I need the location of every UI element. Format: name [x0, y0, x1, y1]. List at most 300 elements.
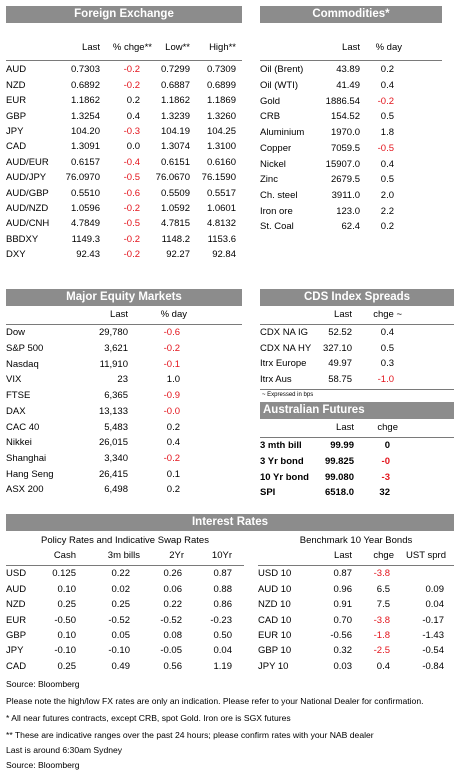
policy-3m-bills: 0.49 — [111, 660, 130, 672]
commodities-separator — [260, 60, 442, 61]
bench-bond: NZD 10 — [258, 599, 291, 611]
fx-high: 1.0601 — [206, 202, 236, 214]
commodity-row — [260, 62, 442, 78]
bench-ust-spread: -0.17 — [422, 614, 444, 626]
futures-row — [260, 485, 454, 501]
equity-index: Dow — [6, 327, 26, 339]
bench-bond: CAD 10 — [258, 614, 292, 626]
futures-col-chg: chge — [377, 422, 398, 433]
rates-panel — [6, 514, 454, 531]
futures-panel — [260, 402, 454, 501]
bench-last: 0.87 — [333, 568, 352, 580]
fx-separator — [6, 60, 242, 61]
fx-currency: AUD — [6, 64, 27, 76]
fx-row — [6, 139, 242, 154]
fx-low: 1.3074 — [160, 141, 190, 153]
policy-3m-bills: -0.10 — [108, 645, 130, 657]
futures-last: 99.99 — [330, 440, 354, 452]
commodity-name: Aluminium — [260, 127, 305, 139]
fx-col-high: High** — [209, 42, 236, 53]
equity-change: -0.2 — [163, 343, 180, 355]
commodities-col-chg: % day — [375, 42, 402, 53]
fx-col-low: Low** — [165, 42, 190, 53]
fx-row — [6, 93, 242, 108]
policy-3m-bills: 0.05 — [111, 629, 130, 641]
policy-currency: GBP — [6, 629, 27, 641]
fx-change: -0.6 — [123, 187, 140, 199]
bench-last: 0.03 — [333, 660, 352, 672]
footer-source: Source: Bloomberg — [6, 760, 80, 770]
policy-2yr: 0.08 — [163, 629, 182, 641]
equity-row — [6, 435, 242, 451]
bench-col-sprd: UST sprd — [406, 550, 446, 561]
equity-table — [6, 325, 242, 498]
policy-row — [6, 613, 244, 628]
equity-change: 0.2 — [166, 484, 180, 496]
fx-low: 0.6887 — [160, 79, 190, 91]
commodity-row — [260, 219, 442, 235]
equity-change: 0.4 — [166, 437, 180, 449]
equity-col-last: Last — [110, 309, 128, 320]
commodities-col-last: Last — [342, 42, 360, 53]
fx-currency: AUD/NZD — [6, 202, 49, 214]
bench-bond: JPY 10 — [258, 660, 289, 672]
commodity-change: 2.2 — [380, 205, 394, 217]
fx-low: 4.7815 — [160, 218, 190, 230]
policy-col-2yr: 2Yr — [169, 550, 184, 561]
fx-row — [6, 170, 242, 185]
commodity-last: 123.0 — [336, 205, 360, 217]
commodities-panel — [260, 6, 442, 235]
policy-2yr: 0.26 — [163, 568, 182, 580]
policy-header-row — [6, 548, 244, 563]
bench-change: 6.5 — [376, 583, 390, 595]
policy-3m-bills: -0.52 — [108, 614, 130, 626]
fx-title: Foreign Exchange — [6, 6, 242, 23]
commodity-change: 0.4 — [380, 158, 394, 170]
cds-bottom-separator — [260, 389, 454, 390]
fx-last: 76.0970 — [65, 172, 100, 184]
fx-change: 0.4 — [126, 110, 140, 122]
fx-high: 76.1590 — [201, 172, 236, 184]
fx-low: 1.0592 — [160, 202, 190, 214]
equity-change: -0.9 — [163, 390, 180, 402]
equity-last: 6,498 — [104, 484, 128, 496]
commodity-row — [260, 94, 442, 110]
policy-rates-panel — [6, 534, 244, 674]
policy-10yr: 0.04 — [213, 645, 232, 657]
policy-2yr: 0.56 — [163, 660, 182, 672]
policy-currency: JPY — [6, 645, 24, 657]
commodities-table — [260, 62, 442, 235]
commodity-name: St. Coal — [260, 221, 294, 233]
fx-change: -0.3 — [123, 125, 140, 137]
fx-change: -0.5 — [123, 172, 140, 184]
commodity-change: 2.0 — [380, 189, 394, 201]
commodity-last: 2679.5 — [330, 174, 360, 186]
policy-cash: 0.10 — [57, 629, 76, 641]
fx-currency: GBP — [6, 110, 27, 122]
bench-row — [258, 628, 454, 643]
fx-change: 0.2 — [126, 95, 140, 107]
commodities-title: Commodities* — [260, 6, 442, 23]
equity-row — [6, 325, 242, 341]
fx-low: 1.3239 — [160, 110, 190, 122]
fx-last: 92.43 — [76, 249, 100, 261]
equity-title: Major Equity Markets — [6, 289, 242, 306]
fx-change: -0.2 — [123, 233, 140, 245]
equity-index: VIX — [6, 374, 22, 386]
equity-change: -0.1 — [163, 358, 180, 370]
bench-ust-spread: 0.04 — [425, 599, 444, 611]
cds-last: 49.97 — [328, 358, 352, 370]
fx-low: 0.5509 — [160, 187, 190, 199]
equity-change: -0.0 — [163, 405, 180, 417]
policy-row — [6, 659, 244, 674]
equity-last: 13,133 — [98, 405, 128, 417]
futures-title: Australian Futures — [260, 402, 454, 419]
policy-row — [6, 628, 244, 643]
fx-table — [6, 62, 242, 262]
equity-last: 3,621 — [104, 343, 128, 355]
commodity-last: 1970.0 — [330, 127, 360, 139]
commodity-row — [260, 125, 442, 141]
bench-bond: AUD 10 — [258, 583, 292, 595]
equity-row — [6, 388, 242, 404]
cds-index: Itrx Europe — [260, 358, 307, 370]
policy-currency: CAD — [6, 660, 27, 672]
cds-index: CDX NA HY — [260, 342, 312, 354]
fx-last: 1.0596 — [70, 202, 100, 214]
futures-contract: SPI — [260, 487, 276, 499]
bench-row — [258, 643, 454, 658]
cds-last: 327.10 — [322, 342, 352, 354]
futures-change: 0 — [384, 440, 390, 452]
fx-low: 0.7299 — [160, 64, 190, 76]
policy-cash: 0.125 — [52, 568, 76, 580]
equity-panel — [6, 289, 242, 498]
cds-row — [260, 341, 454, 356]
cds-col-chg: chge ~ — [373, 309, 402, 320]
equity-change: 1.0 — [166, 374, 180, 386]
bench-last: 0.32 — [333, 645, 352, 657]
fx-col-last: Last — [82, 42, 100, 53]
cds-change: 0.3 — [380, 358, 394, 370]
equity-change: 0.2 — [166, 421, 180, 433]
fx-last: 1.3254 — [70, 110, 100, 122]
fx-currency: EUR — [6, 95, 27, 107]
bench-change: -3.8 — [373, 568, 390, 580]
bench-ust-spread: -0.84 — [422, 660, 444, 672]
fx-last: 104.20 — [70, 125, 100, 137]
equity-index: Shanghai — [6, 452, 47, 464]
bench-last: 0.70 — [333, 614, 352, 626]
cds-title: CDS Index Spreads — [260, 289, 454, 306]
bench-row — [258, 613, 454, 628]
equity-last: 5,483 — [104, 421, 128, 433]
futures-last: 99.825 — [324, 455, 354, 467]
equity-change: -0.6 — [163, 327, 180, 339]
commodity-last: 41.49 — [336, 80, 360, 92]
bench-last: 0.96 — [333, 583, 352, 595]
fx-currency: DXY — [6, 249, 26, 261]
fx-row — [6, 78, 242, 93]
commodity-change: 0.2 — [380, 221, 394, 233]
commodity-name: Oil (WTI) — [260, 80, 298, 92]
policy-table — [6, 566, 244, 674]
rates-title: Interest Rates — [6, 514, 454, 531]
futures-header-row — [260, 420, 454, 435]
equity-last: 3,340 — [104, 452, 128, 464]
equity-last: 26,015 — [98, 437, 128, 449]
cds-index: CDX NA IG — [260, 327, 309, 339]
cds-last: 58.75 — [328, 373, 352, 385]
commodity-last: 43.89 — [336, 64, 360, 76]
equity-index: Hang Seng — [6, 468, 54, 480]
fx-low: 76.0670 — [155, 172, 190, 184]
indicative-ranges-note: ** These are indicative ranges over the past 24 hours; please confirm rates with your NAB dealer — [6, 730, 374, 740]
commodity-row — [260, 78, 442, 94]
policy-cash: -0.50 — [54, 614, 76, 626]
fx-last: 4.7849 — [70, 218, 100, 230]
commodity-name: Ch. steel — [260, 189, 298, 201]
equity-index: CAC 40 — [6, 421, 40, 433]
fx-last: 1.3091 — [70, 141, 100, 153]
equity-index: DAX — [6, 405, 26, 417]
bench-last: 0.91 — [333, 599, 352, 611]
fx-currency: JPY — [6, 125, 24, 137]
bench-bond: GBP 10 — [258, 645, 292, 657]
fx-low: 1.1862 — [160, 95, 190, 107]
fx-row — [6, 109, 242, 124]
futures-note: * All near futures contracts, except CRB, spot Gold. Iron ore is SGX futures — [6, 713, 291, 723]
policy-col-10yr: 10Yr — [211, 550, 232, 561]
fx-last: 1149.3 — [71, 233, 100, 245]
bench-bond: USD 10 — [258, 568, 292, 580]
equity-index: Nasdaq — [6, 358, 39, 370]
fx-change: -0.5 — [123, 218, 140, 230]
fx-header-row — [6, 40, 242, 55]
policy-2yr: -0.05 — [160, 645, 182, 657]
fx-panel — [6, 6, 242, 262]
fx-row — [6, 124, 242, 139]
equity-row — [6, 482, 242, 498]
fx-currency: BBDXY — [6, 233, 39, 245]
futures-change: 32 — [379, 487, 390, 499]
policy-col-cash: Cash — [53, 550, 76, 561]
fx-high: 0.5517 — [206, 187, 236, 199]
fx-high: 92.84 — [212, 249, 236, 261]
policy-currency: USD — [6, 568, 27, 580]
policy-10yr: 0.88 — [213, 583, 232, 595]
equity-change: 0.1 — [166, 468, 180, 480]
commodity-row — [260, 109, 442, 125]
policy-currency: EUR — [6, 614, 27, 626]
commodity-name: Copper — [260, 142, 292, 154]
commodity-name: CRB — [260, 111, 281, 123]
policy-10yr: 1.19 — [213, 660, 232, 672]
equity-row — [6, 372, 242, 388]
futures-change: -0 — [381, 455, 390, 467]
bench-title: Benchmark 10 Year Bonds — [299, 535, 413, 546]
commodity-last: 62.4 — [341, 221, 360, 233]
commodity-row — [260, 157, 442, 173]
fx-last: 0.5510 — [70, 187, 100, 199]
bench-change: 0.4 — [376, 660, 390, 672]
policy-10yr: 0.50 — [213, 629, 232, 641]
policy-10yr: 0.86 — [213, 599, 232, 611]
equity-change: -0.2 — [163, 452, 180, 464]
fx-currency: AUD/CNH — [6, 218, 50, 230]
bench-change: 7.5 — [376, 599, 390, 611]
equity-last: 11,910 — [99, 358, 128, 370]
fx-currency: AUD/GBP — [6, 187, 49, 199]
futures-col-last: Last — [336, 422, 354, 433]
cds-last: 52.52 — [328, 327, 352, 339]
fx-row — [6, 155, 242, 170]
policy-cash: 0.10 — [57, 583, 76, 595]
policy-10yr: 0.87 — [213, 568, 232, 580]
commodity-last: 7059.5 — [330, 142, 360, 154]
commodity-change: 0.4 — [380, 80, 394, 92]
commodity-change: 0.2 — [380, 64, 394, 76]
equity-index: ASX 200 — [6, 484, 44, 496]
policy-2yr: -0.52 — [160, 614, 182, 626]
policy-row — [6, 566, 244, 581]
bench-row — [258, 597, 454, 612]
fx-high: 0.7309 — [206, 64, 236, 76]
commodity-name: Gold — [260, 95, 281, 107]
futures-last: 99.080 — [324, 471, 354, 483]
commodity-name: Nickel — [260, 158, 286, 170]
fx-last: 0.6892 — [70, 79, 100, 91]
fx-change: 0.0 — [126, 141, 140, 153]
bench-ust-spread: -1.43 — [422, 629, 444, 641]
equity-row — [6, 467, 242, 483]
fx-change: -0.2 — [123, 79, 140, 91]
futures-change: -3 — [381, 471, 390, 483]
equity-last: 23 — [117, 374, 128, 386]
cds-col-last: Last — [334, 309, 352, 320]
policy-3m-bills: 0.22 — [111, 568, 130, 580]
futures-contract: 3 Yr bond — [260, 455, 304, 467]
policy-cash: -0.10 — [54, 645, 76, 657]
commodity-change: 1.8 — [380, 127, 394, 139]
equity-col-chg: % day — [160, 309, 187, 320]
bench-ust-spread: -0.54 — [422, 645, 444, 657]
policy-10yr: -0.23 — [210, 614, 232, 626]
commodity-last: 3911.0 — [331, 189, 360, 201]
fx-last: 0.7303 — [70, 64, 100, 76]
commodity-row — [260, 204, 442, 220]
fx-row — [6, 216, 242, 231]
equity-row — [6, 420, 242, 436]
fx-high: 4.8132 — [206, 218, 236, 230]
equity-index: S&P 500 — [6, 343, 44, 355]
cds-table — [260, 325, 454, 387]
commodity-name: Oil (Brent) — [260, 64, 304, 76]
commodities-header-row — [260, 40, 442, 55]
cds-note: ~ Expressed in bps — [262, 391, 314, 398]
equity-row — [6, 451, 242, 467]
equity-last: 6,365 — [104, 390, 128, 402]
fx-currency: CAD — [6, 141, 27, 153]
cds-row — [260, 325, 454, 340]
equity-index: FTSE — [6, 390, 31, 402]
futures-table — [260, 438, 454, 500]
bench-change: -1.8 — [373, 629, 390, 641]
fx-last: 0.6157 — [70, 156, 100, 168]
fx-high: 104.25 — [206, 125, 236, 137]
policy-2yr: 0.22 — [163, 599, 182, 611]
policy-currency: NZD — [6, 599, 26, 611]
commodity-name: Iron ore — [260, 205, 293, 217]
fx-row — [6, 232, 242, 247]
bench-row — [258, 582, 454, 597]
futures-row — [260, 438, 454, 454]
bench-header-row — [258, 548, 454, 563]
fx-high: 1.1869 — [206, 95, 236, 107]
fx-col-chg: % chge** — [112, 42, 152, 53]
commodity-name: Zinc — [260, 174, 278, 186]
bench-col-chg: chge — [373, 550, 394, 561]
bench-col-last: Last — [334, 550, 352, 561]
policy-rates-title: Policy Rates and Indicative Swap Rates — [41, 535, 209, 546]
bench-ust-spread: 0.09 — [425, 583, 444, 595]
fx-change: -0.2 — [123, 202, 140, 214]
fx-range-note: Please note the high/low FX rates are only an indication. Please refer to your National Dealer for confirmation. — [6, 696, 424, 706]
fx-high: 0.6160 — [206, 156, 236, 168]
equity-last: 26,415 — [98, 468, 128, 480]
fx-row — [6, 201, 242, 216]
policy-cash: 0.25 — [57, 599, 76, 611]
fx-low: 104.19 — [160, 125, 190, 137]
policy-row — [6, 597, 244, 612]
bench-bond: EUR 10 — [258, 629, 292, 641]
policy-col-bills: 3m bills — [107, 550, 140, 561]
bench-panel — [258, 534, 454, 674]
fx-low: 1148.2 — [161, 233, 190, 245]
fx-high: 1153.6 — [207, 233, 236, 245]
fx-change: -0.2 — [123, 64, 140, 76]
fx-low: 0.6151 — [160, 156, 190, 168]
bench-row — [258, 659, 454, 674]
equity-row — [6, 357, 242, 373]
equity-index: Nikkei — [6, 437, 32, 449]
cds-row — [260, 356, 454, 371]
equity-header-row — [6, 307, 242, 322]
fx-row — [6, 247, 242, 262]
cds-row — [260, 372, 454, 387]
policy-2yr: 0.06 — [163, 583, 182, 595]
commodity-last: 154.52 — [330, 111, 360, 123]
cds-change: -1.0 — [377, 373, 394, 385]
policy-3m-bills: 0.25 — [111, 599, 130, 611]
commodity-row — [260, 172, 442, 188]
rates-source: Source: Bloomberg — [6, 679, 80, 689]
commodity-change: 0.5 — [380, 174, 394, 186]
policy-cash: 0.25 — [57, 660, 76, 672]
policy-row — [6, 582, 244, 597]
futures-row — [260, 470, 454, 486]
fx-high: 1.3260 — [206, 110, 236, 122]
futures-row — [260, 454, 454, 470]
last-time-note: Last is around 6:30am Sydney — [6, 745, 123, 755]
equity-last: 29,780 — [98, 327, 128, 339]
policy-currency: AUD — [6, 583, 27, 595]
commodity-row — [260, 141, 442, 157]
futures-contract: 10 Yr bond — [260, 471, 309, 483]
